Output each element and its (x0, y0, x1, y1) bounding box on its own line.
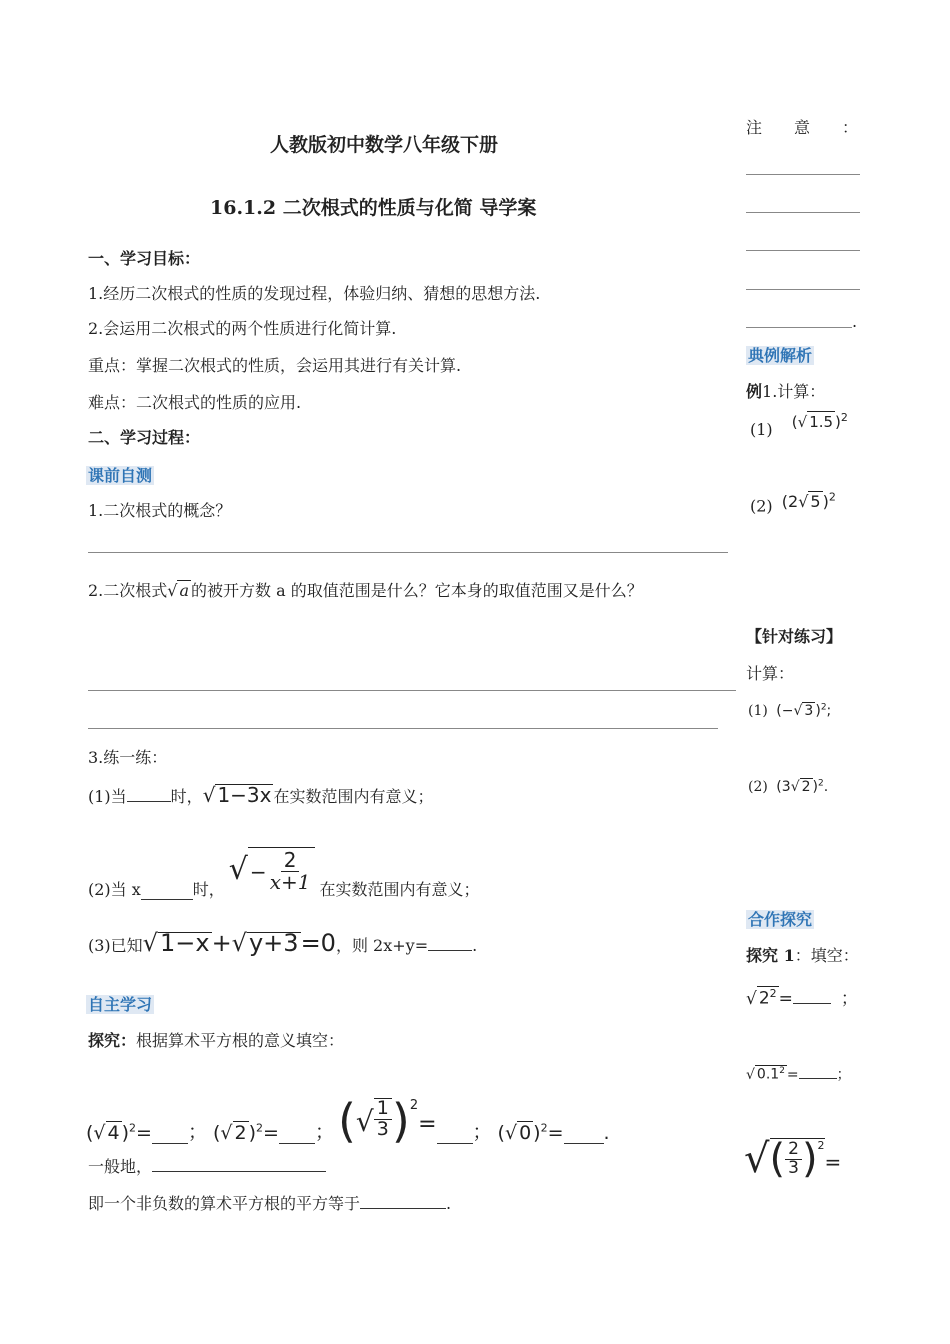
examples-label-text: 典例解析 (748, 346, 813, 365)
practice-text: 计算： (746, 664, 795, 683)
page-title: 人教版初中数学八年级下册 (270, 134, 499, 156)
q3-2-prefix: (2)当 x (88, 880, 141, 899)
q3-2-mid: 时， (192, 880, 225, 899)
question-2-suffix: 的被开方数 a 的取值范围是什么？它本身的取值范围又是什么？ (191, 581, 643, 600)
question-3: 3.练一练： (88, 748, 168, 767)
note-line-5-dot: . (852, 312, 858, 331)
pretest-label (86, 463, 154, 486)
explore-1-heading (746, 946, 859, 966)
general-line (88, 1155, 326, 1177)
eq-zero: =0 (300, 929, 336, 957)
expr-sqrt4-radicand: 4 (107, 1122, 120, 1144)
explore-expressions: (√ 4 )$^2$= ； (√ 2 )$^2$= ； ( √ $\frac{1}{3}$ ) $^2$ = ； (√ 0 )$^2$= . (86, 1094, 610, 1148)
expr-sqrt4: (√ 4 )$^2$= (86, 1121, 152, 1144)
q3-3-prefix: (3)已知 (88, 936, 143, 955)
side-expr-2: √ $0.1^2$ = ； (746, 1062, 851, 1084)
objective-2: 2.会运用二次根式的两个性质进行化简计算. (88, 319, 397, 338)
third-den: 3 (376, 1117, 389, 1140)
frac-den: x+1 (269, 870, 311, 894)
q3-2-blank[interactable] (141, 883, 193, 900)
sqrt-y-3-radicand: y+3 (248, 929, 299, 957)
coop-label (746, 907, 814, 930)
example-1: (1) (√ 1.5 )$^2$ (750, 411, 848, 439)
question-2-prefix: 2.二次根式 (88, 581, 168, 600)
self-study-label-text: 自主学习 (88, 995, 153, 1014)
note-line-5 (746, 327, 852, 328)
side-expr-1-blank[interactable] (793, 987, 831, 1004)
q3-3-end: . (472, 936, 478, 955)
key-point: 重点：掌握二次根式的性质，会运用其进行有关计算. (88, 356, 462, 375)
practice-1: (1) (−√ 3 )$^2$; (748, 702, 832, 719)
note-line-2 (746, 212, 860, 213)
q3-3-suffix: ，则 2x+y= (335, 936, 429, 955)
note-line-1 (746, 174, 860, 175)
practice-label: 【针对练习】 (746, 627, 843, 646)
note-label: 注 意 ： (746, 118, 859, 137)
explore-text: 根据算术平方根的意义填空： (136, 1031, 345, 1050)
general-blank[interactable] (152, 1155, 326, 1172)
q3-1-prefix: (1)当 (88, 787, 127, 806)
expr-sqrt-third-blank[interactable] (437, 1127, 473, 1144)
section-heading-process: 二、学习过程： (88, 428, 201, 447)
q3-2-suffix: 在实数范围内有意义； (319, 880, 480, 899)
q3-1-suffix: 在实数范围内有意义； (273, 787, 434, 806)
frac-2-over-x1 (267, 850, 314, 893)
q3-1-mid: 时， (170, 787, 203, 806)
sqrt-a: √ a (167, 581, 190, 600)
page-subtitle: 16.1.2 二次根式的性质与化简 导学案 (210, 197, 537, 219)
sqrt-1-x: √1−x (142, 929, 210, 957)
question-3-1 (88, 784, 434, 807)
question-1: 1.二次根式的概念？ (88, 501, 232, 520)
example-bold: 例 (746, 382, 763, 401)
note-line-3 (746, 250, 860, 251)
answer-line-1 (88, 552, 728, 553)
side-expr-3: √ ( $\frac{2}{3}$ ) $^2$ = (744, 1135, 842, 1182)
sqrt-a-radicand: a (179, 581, 190, 600)
practice-1-label: (1) (748, 703, 768, 719)
example-text: 1.计算： (762, 382, 826, 401)
expr-sqrt0: (√ 0 )$^2$= (497, 1121, 564, 1144)
side-expr-2-radicand: 0.1 (756, 1067, 780, 1083)
conclusion-text: 即一个非负数的算术平方根的平方等于 (88, 1194, 361, 1213)
example-2-label: (2) (750, 496, 773, 516)
expr-sqrt2-radicand: 2 (234, 1122, 247, 1144)
general-prefix: 一般地， (88, 1157, 153, 1176)
expr-sqrt4-blank[interactable] (152, 1127, 188, 1144)
example-1-radicand: 1.5 (809, 413, 834, 431)
explore-bold: 探究： (88, 1031, 137, 1050)
explore-line (88, 1031, 344, 1051)
example-heading (746, 382, 825, 402)
plus-sign: + (211, 929, 232, 957)
expr-sqrt0-blank[interactable] (564, 1127, 604, 1144)
explore-1-text: ：填空： (794, 946, 859, 965)
frac-num: 2 (281, 850, 300, 872)
coop-label-text: 合作探究 (748, 910, 813, 929)
practice-2-radicand: 2 (801, 779, 811, 795)
example-1-label: (1) (750, 420, 773, 439)
practice-2-label: (2) (748, 779, 768, 795)
question-3-3 (88, 929, 478, 957)
side-expr-2-blank[interactable] (799, 1062, 837, 1079)
expr-sqrt2-blank[interactable] (279, 1127, 315, 1144)
third-num: 1 (374, 1099, 392, 1120)
side-expr-1-radicand: 2 (758, 989, 770, 1009)
side-expr-3-den: 3 (788, 1157, 799, 1178)
sqrt-neg-frac-body: − $\frac{2}{x+1}$ (248, 847, 316, 893)
sqrt-neg-frac: √ (228, 852, 248, 887)
question-3-2 (88, 840, 479, 900)
conclusion-blank[interactable] (360, 1192, 446, 1209)
sqrt-1-3x: √ 1−3x (202, 783, 272, 807)
side-expr-3-num: 2 (785, 1141, 802, 1160)
sqrt-1-3x-radicand: 1−3x (217, 783, 272, 807)
q3-3-blank[interactable] (428, 934, 472, 951)
section-heading-objectives: 一、学习目标： (88, 249, 201, 268)
practice-2-coef: 3 (781, 779, 791, 795)
expr-sqrt2: (√ 2 )$^2$= (212, 1121, 279, 1144)
expr-sqrt0-radicand: 0 (519, 1122, 532, 1144)
practice-1-radicand: 3 (804, 703, 814, 719)
side-expr-1: √ $2^2$ = ； (746, 987, 858, 1009)
objective-1: 1.经历二次根式的性质的发现过程，体验归纳、猜想的思想方法. (88, 284, 541, 303)
example-2-radicand: 5 (810, 492, 821, 512)
expr-sqrt-third: ( √ $\frac{1}{3}$ ) $^2$ = (337, 1094, 437, 1148)
examples-label (746, 343, 814, 366)
q3-1-blank[interactable] (127, 785, 171, 802)
practice-2: (2) (3√ 2 )$^2$. (748, 778, 829, 795)
answer-line-2b (88, 728, 718, 729)
self-study-label (86, 992, 154, 1015)
sqrt-y-3: √y+3 (231, 929, 299, 957)
sqrt-1-x-radicand: 1−x (159, 929, 210, 957)
conclusion-line: 即一个非负数的算术平方根的平方等于 . (88, 1194, 452, 1213)
answer-line-2a (88, 690, 736, 691)
example-2: (2) (2√ 5 )$^2$ (750, 491, 836, 516)
question-2 (88, 580, 643, 601)
example-2-coef: 2 (788, 492, 799, 512)
note-line-4 (746, 289, 860, 290)
difficulty: 难点：二次根式的性质的应用. (88, 393, 302, 412)
pretest-label-text: 课前自测 (88, 466, 153, 485)
explore-1-bold: 探究 1 (746, 946, 795, 965)
